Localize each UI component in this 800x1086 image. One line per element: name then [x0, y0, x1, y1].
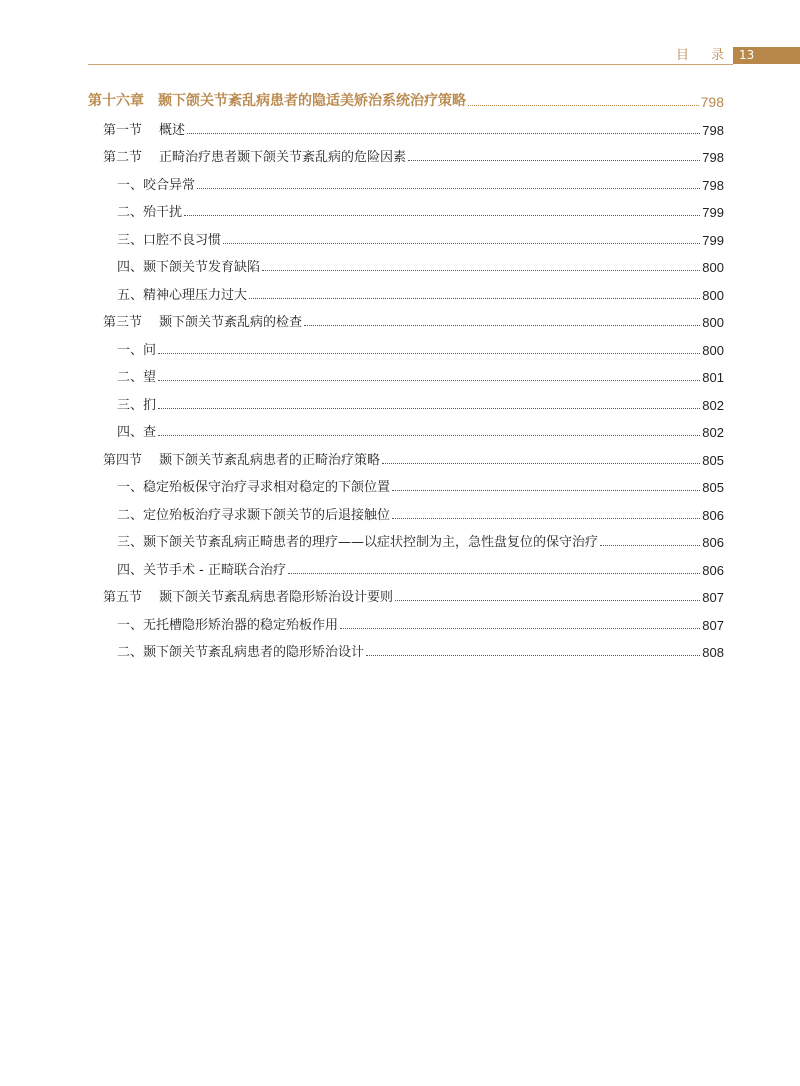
item-title-text: 五、精神心理压力过大 [117, 287, 248, 303]
item-title [117, 201, 182, 220]
page-number: 806 [702, 562, 724, 578]
item-title-text: 三、扪 [117, 397, 157, 413]
running-head-char-2: 录 [710, 48, 724, 63]
page-number: 806 [702, 535, 724, 550]
toc-item-row[interactable] [88, 468, 724, 496]
item-title [117, 476, 390, 495]
page-number: 800 [702, 260, 724, 275]
dot-leader [392, 490, 700, 491]
chapter-label: 第十六章 [88, 93, 144, 109]
section-title-text: 正畸治疗患者颞下颌关节紊乱病的危险因素 [159, 150, 407, 165]
page-number: 800 [702, 342, 724, 358]
dot-leader [468, 105, 699, 106]
section-title-text: 颞下颌关节紊乱病的检查 [159, 315, 303, 330]
item-title-text: 二、殆干扰 [117, 205, 183, 220]
item-title-text: 三、口腔不良习惯 [117, 232, 222, 248]
running-head-char-1: 目 [675, 48, 689, 63]
dot-leader [158, 380, 700, 381]
dot-leader [197, 188, 700, 189]
chapter-title [88, 90, 466, 110]
dot-leader [158, 435, 700, 436]
item-title-text: 四、颞下颌关节发育缺陷 [117, 260, 261, 275]
dot-leader [366, 655, 700, 656]
section-title [103, 311, 302, 330]
item-title-text: 二、望 [117, 370, 157, 385]
section-title [103, 449, 380, 468]
section-label: 第三节 [103, 315, 143, 330]
page-header [0, 0, 800, 70]
toc-item-row[interactable] [88, 605, 724, 633]
item-title [117, 256, 260, 275]
page-number-badge: 13 [733, 47, 800, 64]
dot-leader [187, 133, 700, 134]
item-title [117, 504, 390, 523]
section-title [103, 146, 406, 165]
toc-section-row[interactable] [88, 578, 724, 606]
item-title-text: 一、问 [117, 342, 157, 358]
toc-item-row[interactable] [88, 275, 724, 303]
section-title-text: 概述 [159, 122, 186, 138]
item-title [117, 614, 338, 633]
toc-item-row[interactable] [88, 550, 724, 578]
item-title-text: 一、无托槽隐形矫治器的稳定殆板作用 [117, 617, 339, 633]
page-number: 798 [702, 150, 724, 165]
page-number: 798 [702, 177, 724, 193]
page-number: 806 [702, 507, 724, 523]
item-title-text: 三、颞下颌关节紊乱病正畸患者的理疗——以症状控制为主，急性盘复位的保守治疗 [117, 535, 599, 550]
dot-leader [262, 270, 700, 271]
dot-leader [600, 545, 700, 546]
section-label: 第二节 [103, 150, 143, 165]
page-number: 800 [702, 315, 724, 330]
dot-leader [340, 628, 700, 629]
toc-section-row[interactable] [88, 303, 724, 331]
item-title [117, 366, 156, 385]
page-number: 799 [702, 232, 724, 248]
page-number: 798 [702, 122, 724, 138]
toc-item-row[interactable] [88, 413, 724, 441]
item-title-text: 一、咬合异常 [117, 177, 196, 193]
item-title-text: 四、关节手术 - 正畸联合治疗 [117, 562, 286, 578]
item-title [117, 531, 598, 550]
page-number: 799 [702, 205, 724, 220]
dot-leader [158, 353, 700, 354]
item-title [117, 421, 156, 440]
toc-chapter-row[interactable] [88, 86, 724, 110]
dot-leader [382, 463, 700, 464]
page-number: 805 [702, 480, 724, 495]
page-number: 808 [702, 645, 724, 660]
section-title [103, 119, 185, 138]
dot-leader [288, 573, 700, 574]
running-head [676, 48, 724, 64]
table-of-contents [88, 86, 724, 660]
section-label: 第五节 [103, 590, 143, 605]
dot-leader [408, 160, 700, 161]
dot-leader [223, 243, 700, 244]
toc-item-row[interactable] [88, 495, 724, 523]
page-number: 802 [702, 425, 724, 440]
toc-item-row[interactable] [88, 523, 724, 551]
toc-item-row[interactable] [88, 165, 724, 193]
toc-item-row[interactable] [88, 330, 724, 358]
dot-leader [395, 600, 700, 601]
item-title [117, 339, 156, 358]
header-rule [88, 64, 733, 65]
page-number: 800 [702, 287, 724, 303]
section-title-text: 颞下颌关节紊乱病患者隐形矫治设计要则 [159, 590, 394, 605]
toc-item-row[interactable] [88, 193, 724, 221]
dot-leader [304, 325, 700, 326]
item-title [117, 394, 156, 413]
dot-leader [158, 408, 700, 409]
toc-section-row[interactable] [88, 440, 724, 468]
page-number: 805 [702, 452, 724, 468]
dot-leader [184, 215, 700, 216]
item-title-text: 二、颞下颌关节紊乱病患者的隐形矫治设计 [117, 645, 365, 660]
toc-item-row[interactable] [88, 220, 724, 248]
dot-leader [249, 298, 700, 299]
page-number: 807 [702, 617, 724, 633]
section-title-text: 颞下颌关节紊乱病患者的正畸治疗策略 [159, 452, 381, 468]
item-title-text: 四、查 [117, 425, 157, 440]
section-label: 第一节 [103, 122, 143, 138]
toc-section-row[interactable] [88, 110, 724, 138]
page-number: 807 [702, 590, 724, 605]
chapter-page-number: 798 [700, 94, 724, 110]
item-title [117, 229, 221, 248]
dot-leader [392, 518, 700, 519]
item-title [117, 174, 195, 193]
item-title-text: 一、稳定殆板保守治疗寻求相对稳定的下颌位置 [117, 480, 391, 495]
toc-item-row[interactable] [88, 385, 724, 413]
chapter-title-text: 颞下颌关节紊乱病患者的隐适美矫治系统治疗策略 [158, 93, 466, 109]
page-number: 802 [702, 397, 724, 413]
toc-section-row[interactable] [88, 138, 724, 166]
section-label: 第四节 [103, 452, 143, 468]
toc-item-row[interactable] [88, 633, 724, 661]
item-title [117, 559, 286, 578]
section-title [103, 586, 393, 605]
toc-item-row[interactable] [88, 248, 724, 276]
toc-item-row[interactable] [88, 358, 724, 386]
item-title [117, 284, 247, 303]
page-number: 801 [702, 370, 724, 385]
item-title-text: 二、定位殆板治疗寻求颞下颌关节的后退接触位 [117, 507, 391, 523]
item-title [117, 641, 364, 660]
